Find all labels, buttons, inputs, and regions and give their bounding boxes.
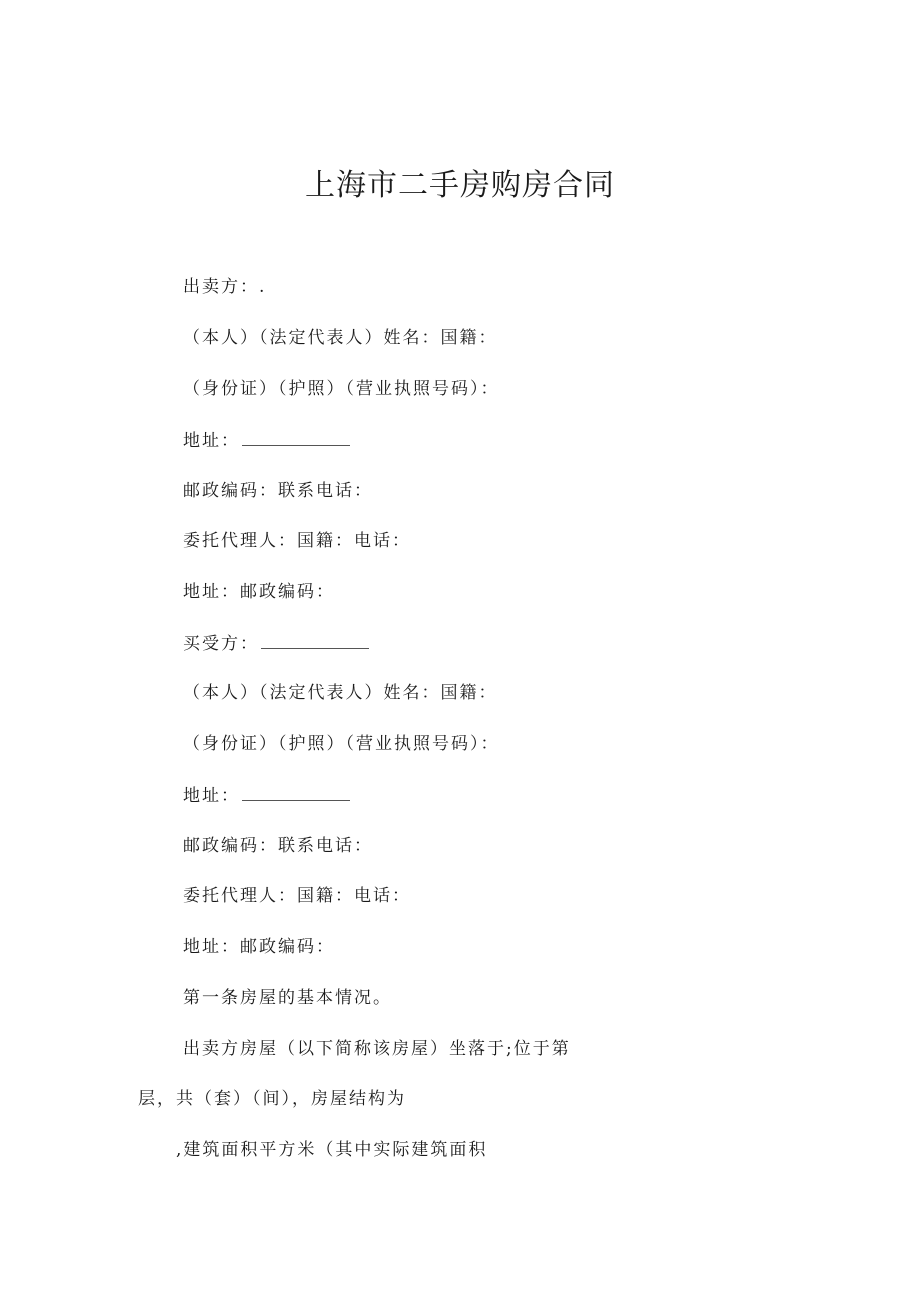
- seller-id-label: （身份证）（护照）（营业执照号码）：: [183, 379, 500, 399]
- buyer-postcode-phone-line: [183, 835, 373, 857]
- seller-agent-label: 委托代理人：国籍：电话：: [183, 531, 411, 551]
- seller-address-blank: [242, 429, 350, 446]
- article-one-heading: [183, 987, 392, 1009]
- buyer-name-nationality-line: [183, 682, 498, 704]
- buyer-line: [183, 632, 369, 655]
- property-location-text: 出卖方房屋（以下简称该房屋）坐落于;位于第: [183, 1039, 571, 1059]
- buyer-address-blank: [242, 784, 350, 801]
- property-structure-line: [138, 1088, 406, 1110]
- buyer-id-line: [183, 733, 500, 755]
- buyer-agent-label: 委托代理人：国籍：电话：: [183, 886, 411, 906]
- buyer-agent-line: [183, 885, 411, 907]
- property-area-text: ,建筑面积平方米（其中实际建筑面积: [176, 1140, 488, 1160]
- seller-postcode-phone-label: 邮政编码：联系电话：: [183, 481, 373, 501]
- seller-agent-line: [183, 530, 411, 552]
- buyer-address-label: 地址：: [183, 786, 240, 806]
- buyer-postcode-phone-label: 邮政编码：联系电话：: [183, 836, 373, 856]
- property-structure-text: 层，共（套）（间），房屋结构为: [138, 1089, 406, 1109]
- seller-agent-address-line: [183, 581, 335, 603]
- seller-address-line: [183, 429, 350, 452]
- seller-id-line: [183, 378, 500, 400]
- buyer-blank: [261, 632, 369, 649]
- document-title: 上海市二手房购房合同: [305, 168, 615, 203]
- seller-name-nationality-line: [183, 327, 498, 349]
- buyer-agent-address-label: 地址：邮政编码：: [183, 937, 335, 957]
- seller-postcode-phone-line: [183, 480, 373, 502]
- buyer-name-nationality-label: （本人）（法定代表人）姓名：国籍：: [183, 683, 498, 703]
- seller-label: 出卖方：.: [183, 277, 267, 297]
- buyer-id-label: （身份证）（护照）（营业执照号码）：: [183, 734, 500, 754]
- seller-agent-address-label: 地址：邮政编码：: [183, 582, 335, 602]
- buyer-agent-address-line: [183, 936, 335, 958]
- buyer-label: 买受方：: [183, 634, 259, 654]
- article-one-label: 第一条房屋的基本情况。: [183, 988, 392, 1008]
- seller-line: [183, 276, 266, 298]
- buyer-address-line: [183, 784, 350, 807]
- seller-address-label: 地址：: [183, 431, 240, 451]
- property-area-line: [176, 1139, 487, 1161]
- property-location-line: [183, 1038, 571, 1060]
- seller-name-nationality-label: （本人）（法定代表人）姓名：国籍：: [183, 328, 498, 348]
